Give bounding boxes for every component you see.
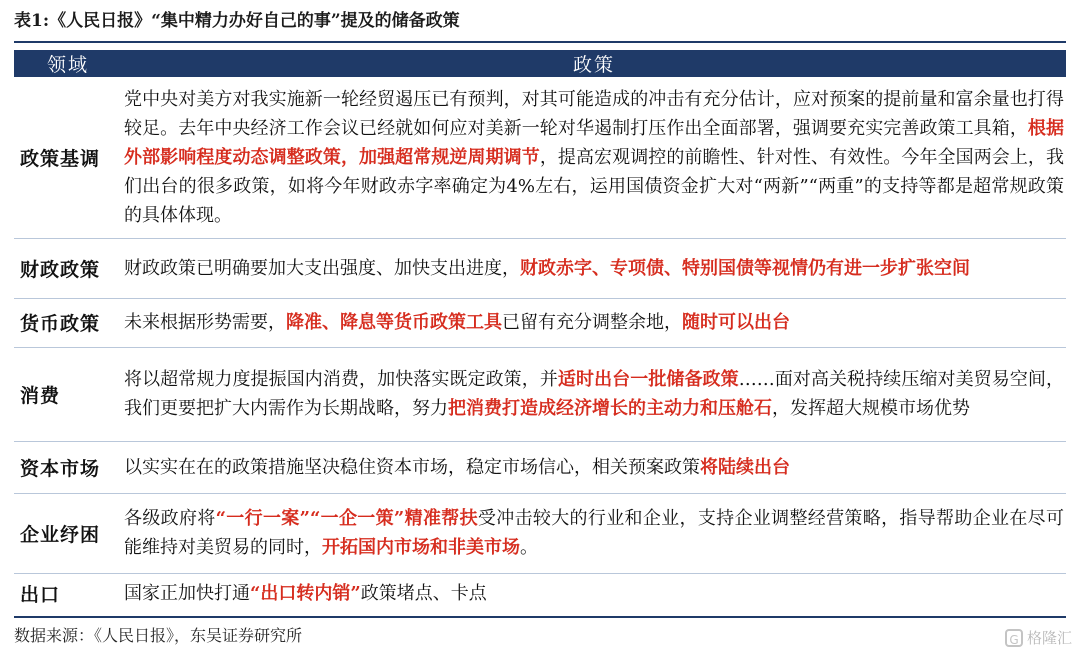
policy-text: 财政政策已明确要加大支出强度、加快支出进度， <box>124 257 520 279</box>
row-domain: 资本市场 <box>14 441 122 493</box>
row-policy-text <box>122 298 1066 347</box>
policy-table <box>14 50 1066 613</box>
policy-text: 国家正加快打通 <box>124 582 250 604</box>
row-policy-text <box>122 493 1066 573</box>
highlighted-text: “一行一案”“一企一策”精准帮扶 <box>215 508 478 529</box>
watermark-text: 格隆汇 <box>1026 629 1072 647</box>
row-policy-text <box>122 238 1066 298</box>
table-header-row <box>14 50 1066 77</box>
policy-text: 未来根据形势需要， <box>124 312 286 333</box>
table-row <box>14 441 1066 493</box>
row-domain: 货币政策 <box>14 298 122 347</box>
row-policy-text <box>122 573 1066 613</box>
highlighted-text: 随时可以出台 <box>682 312 790 333</box>
highlighted-text: 财政赤字、专项债、特别国债等视情仍有进一步扩张空间 <box>520 257 970 279</box>
highlighted-text: 将陆续出台 <box>700 456 790 478</box>
highlighted-text: 适时出台一批储备政策 <box>557 369 739 390</box>
highlighted-text: “出口转内销” <box>250 582 361 604</box>
policy-text: 已留有充分调整余地， <box>502 312 682 333</box>
policy-text: ，提高宏观调控的前瞻性、针对性、有效性。今年全国两会上，我们出台的很多政策，如将今年财政赤字率确定为4%左右，运用国债资金扩大对“两新”“两重”的支持等都是超常规政策的具体体现。 <box>124 146 1065 226</box>
row-policy-text <box>122 441 1066 493</box>
table-row <box>14 347 1066 441</box>
row-domain: 财政政策 <box>14 238 122 298</box>
gelonghui-logo-icon: G <box>1005 629 1023 647</box>
policy-text: 党中央对美方对我实施新一轮经贸遏压已有预判，对其可能造成的冲击有充分估计，应对预案的提前量和富余量也打得较足。去年中央经济工作会议已经就如何应对美新一轮对华遏制打压作出全面部署，强调要充实完善政策工具箱， <box>124 88 1064 139</box>
policy-text: ，发挥超大规模市场优势 <box>772 398 970 419</box>
policy-text: 以实实在在的政策措施坚决稳住资本市场，稳定市场信心，相关预案政策 <box>124 456 700 478</box>
row-policy-text <box>122 77 1066 238</box>
policy-text: 受冲击较大的行业和企业，支持企业调整经营策略，指导帮助企业在尽可能维持对美贸易的同时， <box>124 508 1064 558</box>
row-domain: 消费 <box>14 347 122 441</box>
policy-text: 政策堵点、卡点 <box>360 582 487 604</box>
highlighted-text: 把消费打造成经济增长的主动力和压舱石 <box>448 398 772 419</box>
highlighted-text: 开拓国内市场和非美市场 <box>322 537 520 558</box>
data-source-note: 数据来源：《人民日报》，东吴证券研究所 <box>14 626 303 645</box>
policy-text: 将以超常规力度提振国内消费，加快落实既定政策，并 <box>124 369 558 390</box>
row-domain: 企业纾困 <box>14 493 122 573</box>
policy-text: ……面对高关税持续压缩对美贸易空间，我们更要把扩大内需作为长期战略，努力 <box>124 369 1065 419</box>
table-row <box>14 493 1066 573</box>
header-domain: 领域 <box>14 50 122 77</box>
row-domain: 政策基调 <box>14 77 122 238</box>
title-divider <box>14 41 1066 43</box>
table-row <box>14 573 1066 613</box>
highlighted-text: 根据外部影响程度动态调整政策，加强超常规逆周期调节 <box>124 117 1065 168</box>
bottom-divider <box>14 616 1066 618</box>
policy-text: 各级政府将 <box>124 508 216 529</box>
table-title: 表1:《人民日报》“集中精力办好自己的事”提及的储备政策 <box>14 11 460 31</box>
table-row <box>14 77 1066 238</box>
row-domain: 出口 <box>20 583 61 606</box>
row-policy-text <box>122 347 1066 441</box>
header-policy: 政策 <box>122 50 1066 77</box>
table-row <box>14 238 1066 298</box>
policy-text: 。 <box>520 537 538 558</box>
highlighted-text: 降准、降息等货币政策工具 <box>286 312 502 333</box>
watermark <box>1005 626 1072 650</box>
table-row <box>14 298 1066 347</box>
